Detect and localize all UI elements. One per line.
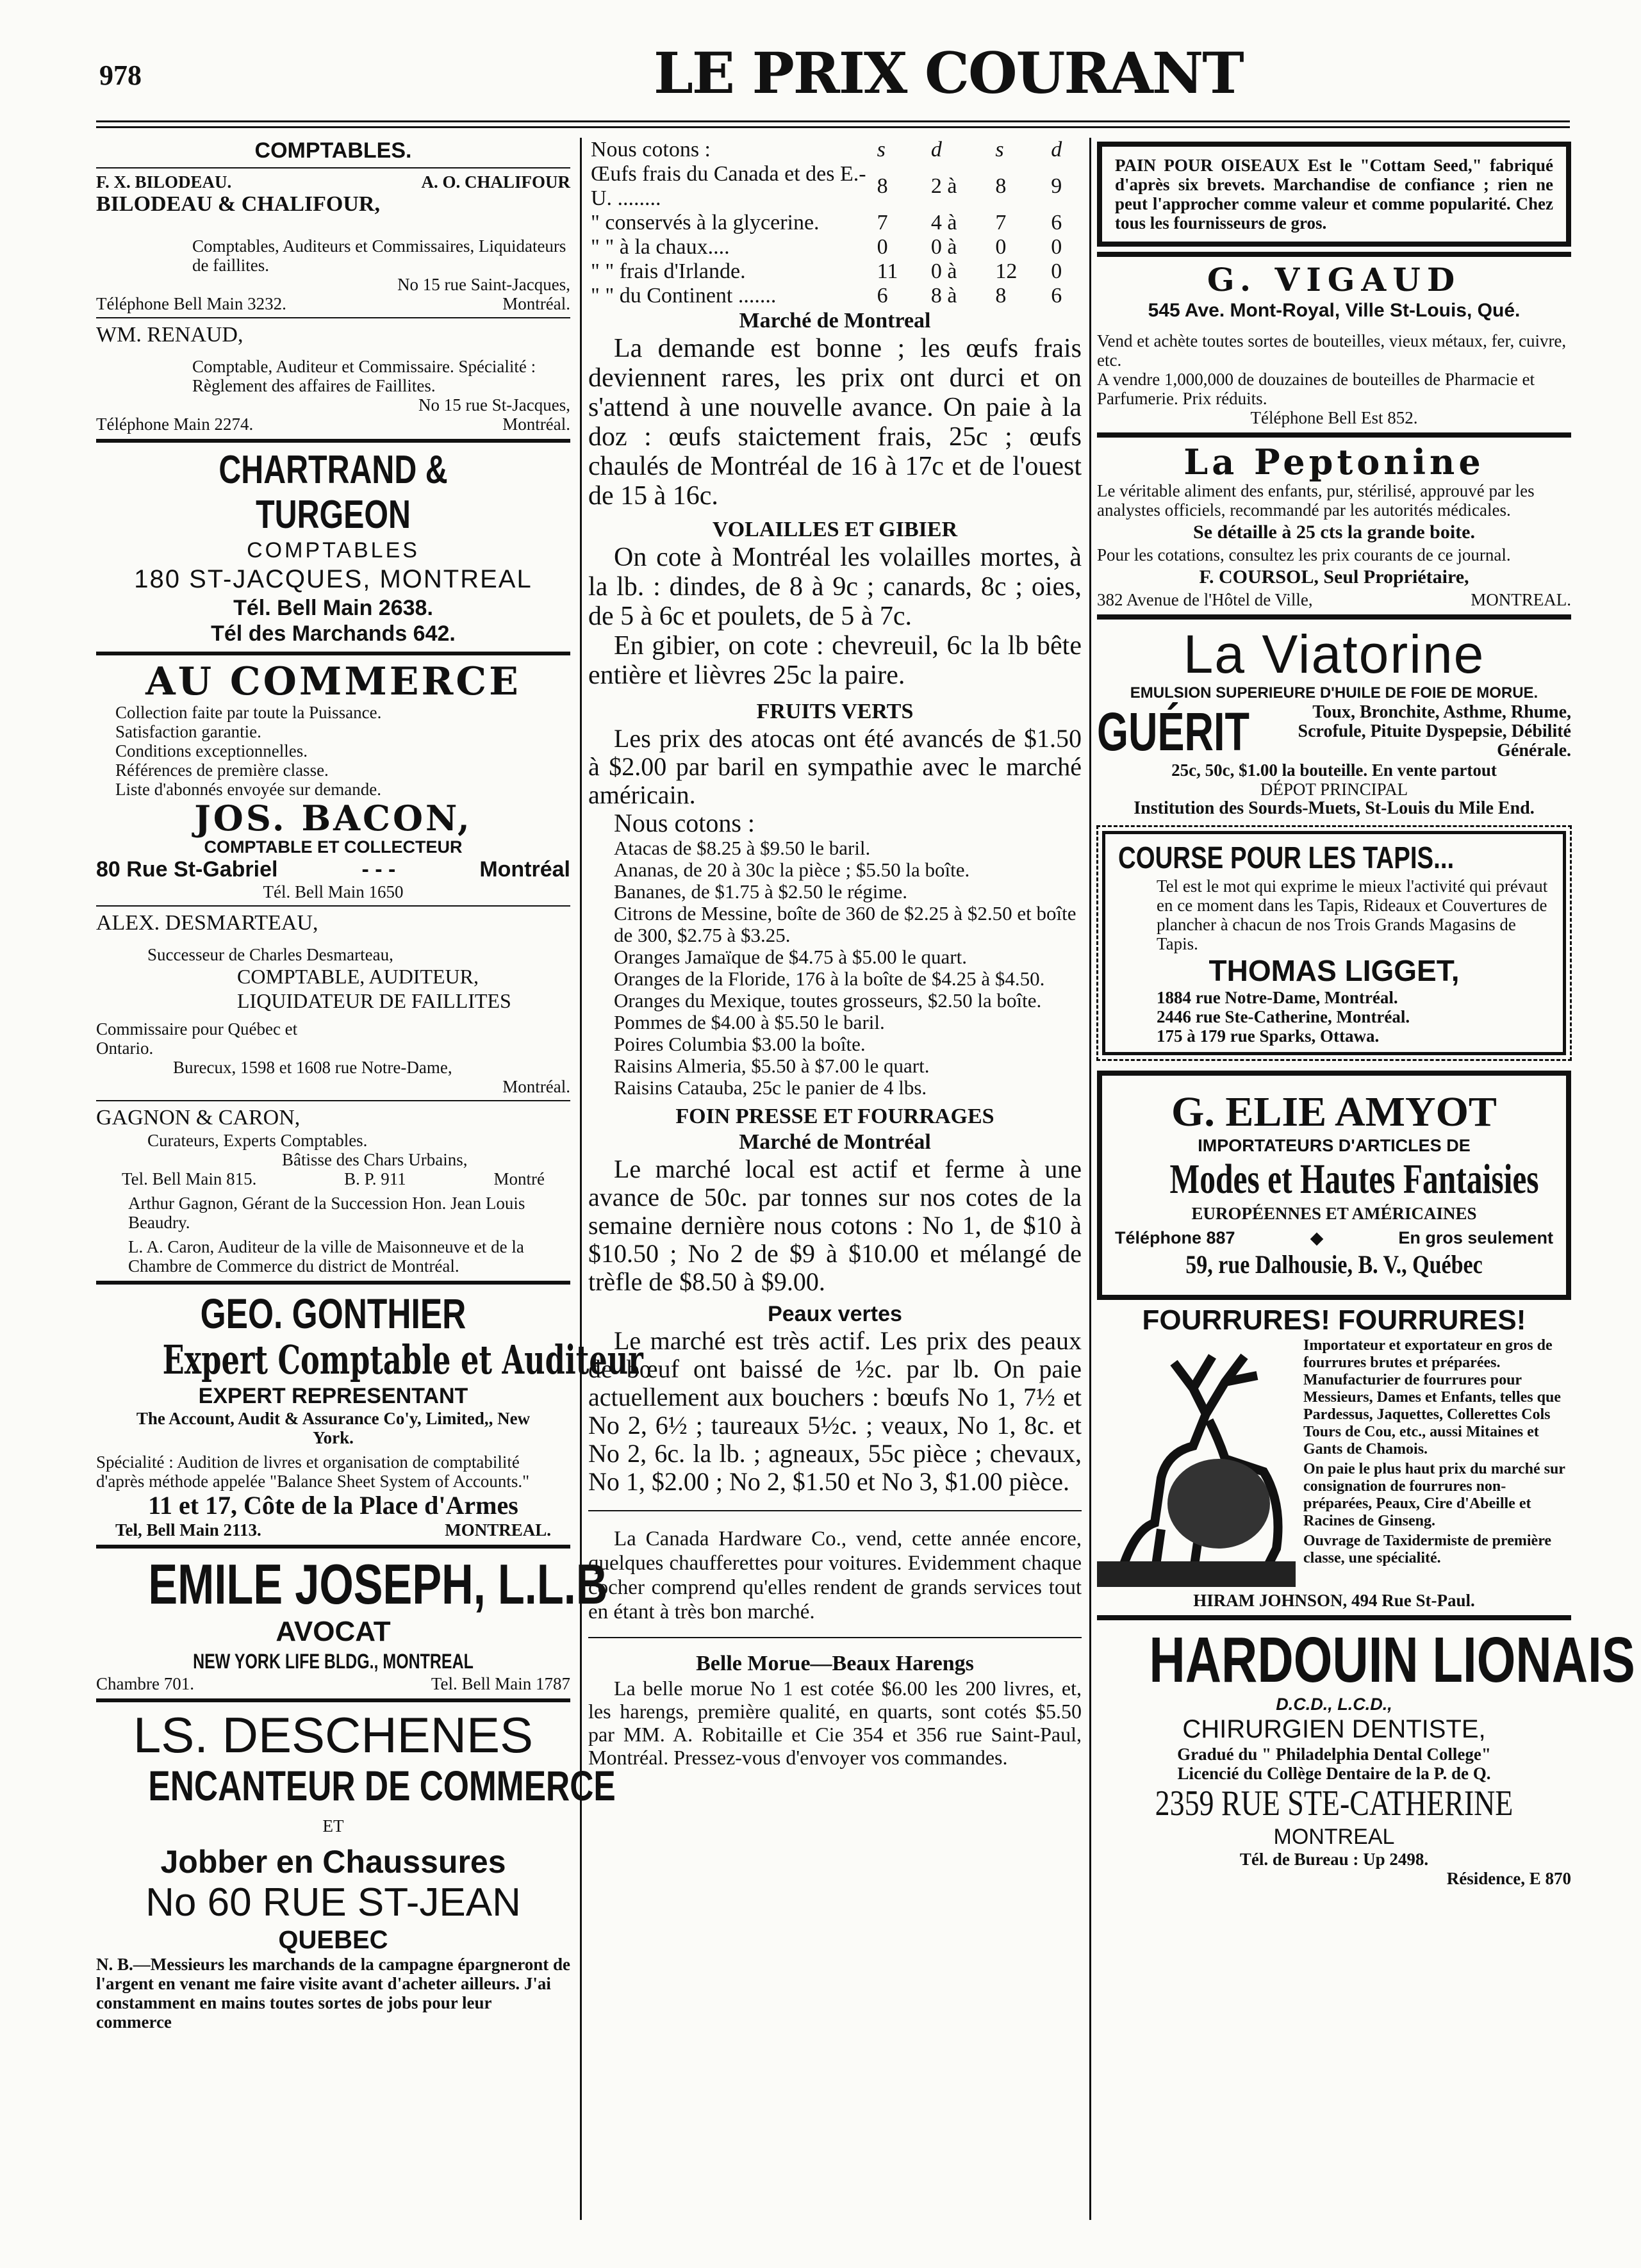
city-text: Montréal <box>479 857 570 882</box>
product-claims <box>1097 703 1571 760</box>
firm-phone: Tél. Bell Main 2638. <box>233 596 433 620</box>
firm-role: ENCANTEUR DE COMMERCE <box>148 1762 616 1809</box>
table-cell: 8 <box>995 284 1007 308</box>
firm-name: BILODEAU & CHALIFOUR, <box>96 192 380 216</box>
table-row <box>588 284 1082 308</box>
firm-role: AVOCAT <box>276 1616 391 1647</box>
firm-building: NEW YORK LIFE BLDG., MONTREAL <box>193 1650 474 1673</box>
article-paragraph: Le marché est très actif. Les prix des peaux de bœuf ont baissé de ½c. par lb. On paie actuellement aux bouchers : bœufs No 1, 7½ et No 2, 6½ ; taureaux 5½c. ; veaux, No 1, 8c. et No 2, 6c. la lb. ; agneaux, 55c pièce ; chevaux, No 1, $2.00 ; No 2, $1.50 et No 3, $1.00 pièce. <box>588 1326 1082 1496</box>
firm-contact <box>96 415 570 434</box>
firm-address: 180 ST-JACQUES, MONTREAL <box>134 565 532 593</box>
firm-specialty: Spécialité : Audition de livres et organisation de comptabilité d'après méthode appelée "Balance Sheet System of Accounts." <box>96 1452 530 1491</box>
firm-name: GAGNON & CARON, <box>96 1106 301 1130</box>
firm-contact <box>96 1169 570 1188</box>
article-paragraph: Nous cotons : <box>614 809 755 837</box>
firm-trade: Jobber en Chaussures <box>160 1844 506 1880</box>
ad-title: COURSE POUR LES TAPIS... <box>1118 841 1455 875</box>
phone-text: Téléphone Main 2274. <box>96 415 254 434</box>
city-text: Montréal. <box>502 1077 570 1096</box>
table-cell: 7 <box>995 211 1007 234</box>
section-heading: Peaux vertes <box>768 1302 902 1326</box>
row-label: " " frais d'Irlande. <box>591 259 746 283</box>
list-item: Atacas de $8.25 à $9.50 le baril. <box>614 837 871 859</box>
phone-text: Téléphone Bell Main 3232. <box>96 294 286 313</box>
list-item: Oranges du Mexique, toutes grosseurs, $2.50 la boîte. <box>614 989 1042 1012</box>
ad-box-amyot <box>1097 1071 1571 1300</box>
section-heading: FOIN PRESSE ET FOURRAGES <box>675 1105 994 1128</box>
phone-text: Tél. de Bureau : Up 2498. <box>1239 1850 1429 1869</box>
firm-role: EXPERT REPRESENTANT <box>198 1384 468 1408</box>
firm-address: 382 Avenue de l'Hôtel de Ville, <box>1097 590 1313 609</box>
product-name: La Peptonine <box>1183 441 1485 482</box>
ad-text: Importateur et exportateur en gros de fourrures brutes et préparées. Manufacturier de fourrures pour Messieurs, Dames et Enfants, telles que Pardessus, Jaquettes, Collerettes Cols Tours de Cou, etc., aussi Mitaines et Gants de Chamois. <box>1303 1337 1561 1458</box>
firm-role: COMPTABLES <box>247 538 420 563</box>
table-cell: 2 à <box>930 174 957 198</box>
ad-lines <box>96 703 570 799</box>
eggs-price-table <box>588 138 1082 308</box>
column-divider <box>1089 138 1091 2220</box>
ad-line: Satisfaction garantie. <box>115 722 261 741</box>
table-row <box>588 235 1082 259</box>
article-paragraph: La demande est bonne ; les œufs frais deviennent rares, les prix ont durci et on s'attend à une nouvelle avance. On paie à la doz : œufs staictement frais, 25c ; œufs chaulés de Montréal de 16 à 17c et de l'ouest de 15 à 16c. <box>588 334 1082 511</box>
masthead-title: LE PRIX COURANT <box>654 40 1243 106</box>
depot-label: DÉPOT PRINCIPAL <box>1260 780 1408 799</box>
row-label: Œufs frais du Canada et des E.-U. ........ <box>591 162 866 210</box>
firm-building: Bâtisse des Chars Urbains, <box>282 1150 468 1169</box>
table-row <box>588 211 1082 235</box>
table-cell: 9 <box>1051 174 1062 198</box>
list-item: 2446 rue Ste-Catherine, Montréal. <box>1157 1007 1410 1026</box>
firm-address: 545 Ave. Mont-Royal, Ville St-Louis, Qué. <box>1148 300 1521 321</box>
table-cell: 7 <box>877 211 888 234</box>
city-text: Montré <box>493 1169 545 1188</box>
conjunction-text: ET <box>322 1816 344 1836</box>
firm-contact <box>96 294 570 313</box>
firm-name: GEO. GONTHIER <box>200 1290 466 1337</box>
firm-name: JOS. BACON, <box>194 798 472 839</box>
ad-line: Références de première classe. <box>115 760 329 780</box>
phone-text: Tel. Bell Main 1787 <box>431 1674 570 1693</box>
firm-origin: EUROPÉENNES ET AMÉRICAINES <box>1191 1204 1477 1223</box>
table-row <box>588 259 1082 284</box>
row-label: " " du Continent ....... <box>591 284 777 308</box>
firm-address: No 60 RUE ST-JEAN <box>145 1880 521 1925</box>
firm-name: G. ELIE AMYOT <box>1171 1089 1497 1135</box>
table-cell: 12 <box>995 259 1018 283</box>
firm-address: No 15 rue Saint-Jacques, <box>397 275 570 294</box>
firm-phone: Téléphone Bell Est 852. <box>1250 408 1418 427</box>
column-1 <box>96 138 643 2032</box>
table-cell: 6 <box>1051 211 1062 234</box>
firm-name: LS. DESCHENES <box>133 1707 534 1763</box>
table-cell: 11 <box>877 259 898 283</box>
article-paragraph: En gibier, on cote : chevreuil, 6c la lb bête entière et lièvres 25c la paire. <box>588 631 1082 690</box>
firm-commission: Commissaire pour Québec et Ontario. <box>96 1019 298 1058</box>
ad-title: FOURRURES! FOURRURES! <box>1142 1304 1526 1336</box>
table-cell: 0 à <box>930 235 957 259</box>
table-row <box>588 138 1082 162</box>
product-owner: F. COURSOL, Seul Propriétaire, <box>1199 566 1469 588</box>
firm-role: IMPORTATEURS D'ARTICLES DE <box>1198 1136 1471 1155</box>
phone-text: Tel. Bell Main 815. <box>122 1169 257 1188</box>
list-item: Pommes de $4.00 à $5.50 le baril. <box>614 1011 885 1033</box>
firm-name: HARDOUIN LIONAIS <box>1149 1624 1635 1696</box>
table-cell: 6 <box>1051 284 1062 308</box>
header-rule <box>96 120 1570 122</box>
firm-address: No 15 rue St-Jacques, <box>418 395 570 415</box>
firm-title: Expert Comptable et Auditeur <box>162 1336 643 1383</box>
unit-label: s <box>877 138 886 161</box>
firm-name: CHARTRAND & TURGEON <box>219 448 448 537</box>
section-heading: COMPTABLES. <box>254 138 412 163</box>
ad-text: On paie le plus haut prix du marché sur consignation de fourrures non-préparées, Peaux, Cire d'Abeille et Racines de Ginseng. <box>1303 1461 1565 1529</box>
fruit-price-list <box>588 837 1082 1099</box>
firm-role: CHIRURGIEN DENTISTE, <box>1182 1715 1486 1743</box>
city-text: MONTREAL. <box>445 1520 551 1540</box>
firm-address: 2359 RUE STE-CATHERINE <box>1155 1784 1513 1823</box>
separator-dashes: - - - <box>361 857 396 882</box>
partner-name: A. O. CHALIFOUR <box>421 172 570 192</box>
product-description: Le véritable aliment des enfants, pur, stérilisé, approuvé par les analystes officiels, recommandé par les autorités médicales. <box>1097 481 1535 520</box>
unit-label: s <box>995 138 1004 161</box>
city-text: MONTREAL <box>1273 1825 1395 1849</box>
firm-role: COMPTABLE ET COLLECTEUR <box>204 837 463 857</box>
list-item: Bananes, de $1.75 à $2.50 le régime. <box>614 880 907 903</box>
article-paragraph: La Canada Hardware Co., vend, cette année encore, quelques chaufferettes pour voitures. Evidemment chaque cocher comprend qu'elles rendent de grands services tout en étant à très bon marché. <box>588 1527 1082 1623</box>
residence-phone: Résidence, E 870 <box>1446 1869 1571 1888</box>
product-headline: GUÉRIT <box>1097 702 1250 762</box>
table-cell: 4 à <box>930 211 957 234</box>
ad-fourrures <box>1097 1337 1571 1591</box>
unit-label: d <box>930 138 942 161</box>
firm-graduation: Gradué du " Philadelphia Dental College" <box>1177 1745 1491 1764</box>
product-ailments: Toux, Bronchite, Asthme, Rhume, Scrofule, Pituite Dyspepsie, Débilité Générale. <box>1298 702 1571 760</box>
firm-license: Licencié du Collège Dentaire de la P. de Q. <box>1177 1764 1491 1783</box>
list-item: Ananas, de 20 à 30c la pièce ; $5.50 la boîte. <box>614 859 970 881</box>
table-row <box>588 162 1082 211</box>
list-item: Oranges de la Floride, 176 à la boîte de $4.25 à $4.50. <box>614 967 1045 990</box>
city-text: Montréal. <box>502 415 570 434</box>
product-name: La Viatorine <box>1183 624 1485 684</box>
firm-phone: Tél des Marchands 642. <box>211 621 456 646</box>
table-cell: 8 <box>995 174 1007 198</box>
firm-description: Comptables, Auditeurs et Commissaires, Liquidateurs de faillites. <box>192 236 566 275</box>
table-cell: 8 <box>877 174 888 198</box>
ad-line: Collection faite par toute la Puissance. <box>115 703 382 722</box>
firm-contact <box>96 1520 570 1540</box>
list-item: Poires Columbia $3.00 la boîte. <box>614 1033 866 1055</box>
po-box-text: B. P. 911 <box>344 1169 406 1188</box>
city-text: MONTREAL. <box>1471 590 1571 609</box>
column-2 <box>588 138 1082 1769</box>
product-address-line <box>1097 590 1571 609</box>
firm-note: Arthur Gagnon, Gérant de la Succession Hon. Jean Louis Beaudry. <box>128 1194 525 1232</box>
table-cell: 0 <box>1051 235 1062 259</box>
phone-text: Téléphone 887 <box>1115 1228 1235 1247</box>
firm-degrees: D.C.D., L.C.D., <box>1276 1695 1392 1714</box>
ad-line: Conditions exceptionnelles. <box>115 741 308 760</box>
section-subheading: Marché de Montréal <box>739 1130 931 1154</box>
firm-name: ALEX. DESMARTEAU, <box>96 911 318 935</box>
table-cell: 0 <box>995 235 1007 259</box>
firm-contact <box>96 1674 570 1693</box>
firm-name: EMILE JOSEPH, L.L.B <box>148 1552 608 1616</box>
ad-title: AU COMMERCE <box>145 659 521 704</box>
firm-description: Vend et achète toutes sortes de bouteilles, vieux métaux, fer, cuivre, etc. <box>1097 331 1567 370</box>
header-rule-2 <box>96 126 1570 128</box>
list-item: Citrons de Messine, boîte de 360 de $2.25 à $2.50 et boîte de 300, $2.75 à $3.25. <box>614 902 1076 946</box>
office-text: Chambre 701. <box>96 1674 194 1693</box>
list-item: Raisins Catauba, 25c le panier de 4 lbs. <box>614 1076 927 1099</box>
firm-note: L. A. Caron, Auditeur de la ville de Maisonneuve et de la Chambre de Commerce du district de Montréal. <box>128 1237 524 1276</box>
firm-contact <box>1115 1228 1553 1247</box>
firm-address: 80 Rue St-Gabriel <box>96 857 278 882</box>
page-number: 978 <box>99 60 142 91</box>
partners-line <box>96 172 570 192</box>
depot-name: Institution des Sourds-Muets, St-Louis du Mile End. <box>1134 798 1535 818</box>
firm-name: G. VIGAUD <box>1207 261 1462 299</box>
firm-address-line <box>96 857 570 882</box>
row-label: " conservés à la glycerine. <box>591 211 820 234</box>
list-item: 1884 rue Notre-Dame, Montréal. <box>1157 988 1398 1007</box>
section-heading: Marché de Montreal <box>739 309 931 333</box>
firm-company: The Account, Audit & Assurance Co'y, Limited,, New York. <box>136 1409 531 1447</box>
column-divider <box>580 138 582 2220</box>
partner-name: F. X. BILODEAU. <box>96 172 232 192</box>
article-paragraph: On cote à Montréal les volailles mortes, à la lb. : dindes, de 8 à 9c ; canards, 8c ; oies, de 5 à 6c et poulets, de 5 à 7c. <box>588 543 1082 631</box>
city-text: QUEBEC <box>278 1926 388 1954</box>
firm-address: 11 et 17, Côte de la Place d'Armes <box>148 1491 518 1520</box>
unit-label: d <box>1051 138 1062 161</box>
product-subtitle: EMULSION SUPERIEURE D'HUILE DE FOIE DE MORUE. <box>1130 684 1538 702</box>
product-price: 25c, 50c, $1.00 la bouteille. En vente partout <box>1171 760 1497 780</box>
diamond-icon: ◆ <box>1310 1228 1324 1247</box>
table-cell: 0 <box>877 235 888 259</box>
product-note: Pour les cotations, consultez les prix courants de ce journal. <box>1097 545 1511 564</box>
firm-phone: Tél. Bell Main 1650 <box>263 882 404 901</box>
list-item: 175 à 179 rue Sparks, Ottawa. <box>1157 1026 1380 1046</box>
firm-role: COMPTABLE, AUDITEUR, LIQUIDATEUR DE FAILLITES <box>237 965 511 1012</box>
article-paragraph: Le marché local est actif et ferme à une avance de 50c. par tonnes sur nos cotes de la semaine dernière nous cotons : No 1, de $10 à $10.50 ; No 2 de $9 à $10.00 et mélangé de trèfle de $8.50 à $9.00. <box>588 1155 1082 1296</box>
ad-text: Ouvrage de Taxidermiste de première classe, une spécialité. <box>1303 1533 1552 1566</box>
ad-line: Liste d'abonnés envoyée sur demande. <box>115 780 381 799</box>
ad-box-tapis <box>1102 831 1566 1055</box>
firm-description: Comptable, Auditeur et Commissaire. Spécialité : Règlement des affaires de Faillites. <box>192 357 536 395</box>
table-cell: 6 <box>877 284 888 308</box>
table-cell: 8 à <box>930 284 957 308</box>
firm-succession: Successeur de Charles Desmarteau, <box>147 945 393 964</box>
column-3 <box>1097 138 1635 1888</box>
product-price: Se détaille à 25 cts la grande boite. <box>1193 522 1475 543</box>
stag-illustration-icon <box>1097 1337 1296 1587</box>
section-heading: Belle Morue—Beaux Harengs <box>696 1652 974 1675</box>
table-cell: 0 à <box>930 259 957 283</box>
ad-text: Tel est le mot qui exprime le mieux l'activité qui prévaut en ce moment dans les Tapis, Rideaux et Couvertures de plancher à chacun de nos Trois Grands Magasins de Tapis. <box>1157 876 1548 953</box>
article-paragraph: Les prix des atocas ont été avancés de $1.50 à $2.00 par baril en sympathie avec le marché américain. <box>588 724 1082 809</box>
row-label: " " à la chaux.... <box>591 235 730 259</box>
firm-name: THOMAS LIGGET, <box>1208 954 1460 987</box>
phone-text: Tel, Bell Main 2113. <box>115 1520 261 1540</box>
ad-box-pain-oiseaux: PAIN POUR OISEAUX Est le "Cottam Seed," fabriqué d'après six brevets. Marchandise de confiance ; rien ne peut l'approcher comme valeur et comme popularité. Chez tous les fournisseurs de gros. <box>1097 142 1571 247</box>
firm-note: N. B.—Messieurs les marchands de la campagne épargneront de l'argent en venant me faire visite avant d'acheter ailleurs. J'ai constamment en mains toutes sortes de jobs pour leur commerce <box>96 1955 570 2032</box>
city-text: Montréal. <box>502 294 570 313</box>
table-cell: 0 <box>1051 259 1062 283</box>
list-item: Oranges Jamaïque de $4.75 à $5.00 le quart. <box>614 946 967 968</box>
firm-address: 59, rue Dalhousie, B. V., Québec <box>1185 1250 1483 1279</box>
firm-role: Curateurs, Experts Comptables. <box>147 1131 368 1150</box>
sales-note: En gros seulement <box>1398 1228 1553 1247</box>
firm-description: A vendre 1,000,000 de douzaines de bouteilles de Pharmacie et Parfumerie. Prix réduits. <box>1097 370 1535 408</box>
article-paragraph: La belle morue No 1 est cotée $6.00 les 200 livres, et, les harengs, première qualité, en quarts, sont cotés $5.50 par MM. A. Robitaille et Cie 354 et 356 rue Saint-Paul, Montréal. Pressez-vous d'envoyer vos commandes. <box>588 1677 1082 1769</box>
firm-owner: HIRAM JOHNSON, 494 Rue St-Paul. <box>1193 1591 1475 1610</box>
section-heading: VOLAILLES ET GIBIER <box>712 518 958 541</box>
address-list <box>1118 988 1550 1046</box>
firm-address: Burecux, 1598 et 1608 rue Notre-Dame, <box>173 1058 452 1077</box>
table-cell: Nous cotons : <box>591 138 711 161</box>
firm-title: Modes et Hautes Fantaisies <box>1169 1156 1539 1203</box>
list-item: Raisins Almeria, $5.50 à $7.00 le quart. <box>614 1055 930 1077</box>
section-heading: FRUITS VERTS <box>756 700 914 723</box>
firm-name: WM. RENAUD, <box>96 323 243 347</box>
